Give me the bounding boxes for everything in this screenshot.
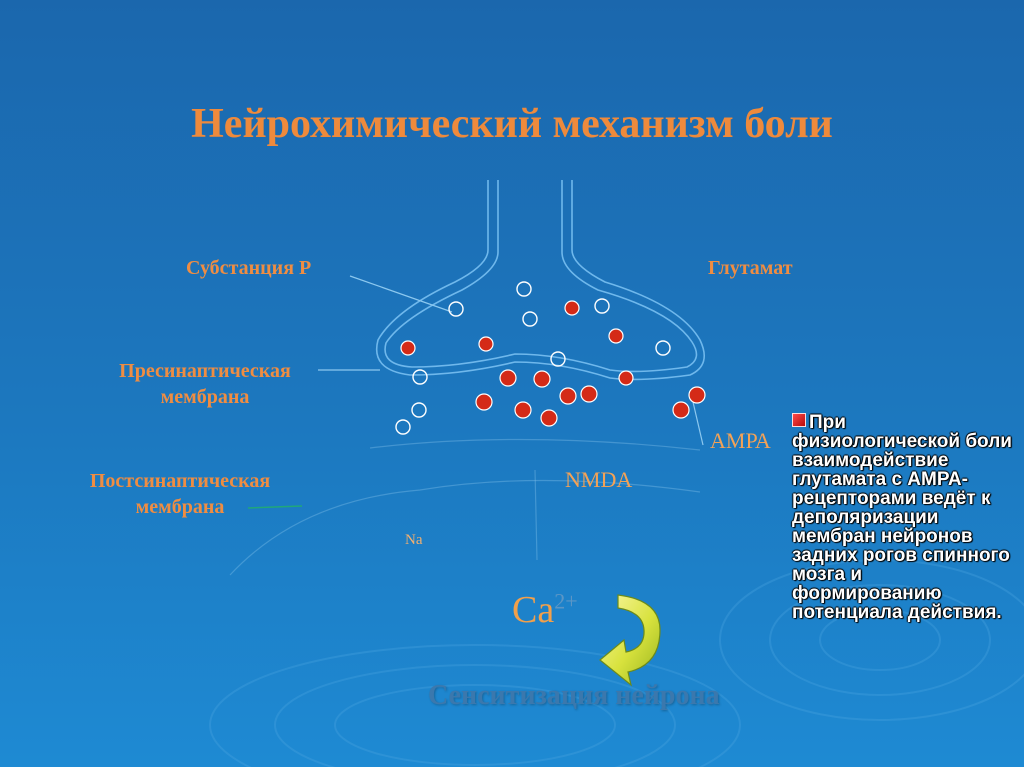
vesicle-open (449, 302, 463, 316)
ampa-label: АМРА (710, 428, 771, 453)
ampa-pointer (693, 402, 703, 445)
vesicle-red (560, 388, 576, 404)
vesicle-open (656, 341, 670, 355)
vesicle-red (500, 370, 516, 386)
presynaptic-membrane-label (90, 358, 320, 410)
calcium-label (512, 588, 578, 632)
vesicle-red (515, 402, 531, 418)
postsynaptic-label-line2: мембрана (135, 496, 225, 518)
postsynaptic-label-line1: Постсинаптическая (89, 470, 271, 492)
presynaptic-label-line1: Пресинаптическая (119, 360, 291, 382)
vesicle-open (595, 299, 609, 313)
substance-p-label: Субстанция Р (186, 257, 312, 279)
slide-title: Нейрохимический механизм боли (191, 101, 833, 147)
presynaptic-terminal-outer (377, 180, 705, 379)
bullet-square-icon (792, 413, 806, 427)
presynaptic-terminal-inner (385, 180, 696, 371)
vesicle-red (476, 394, 492, 410)
vesicle-red (565, 301, 579, 315)
explanation-text: При физиологической боли взаимодействие глутамата с АМРА-рецепторами ведёт к деполяризации мембран нейронов задних рогов спинного мозга и формированию потенциала действия. (792, 412, 1012, 623)
vesicle-red (581, 386, 597, 402)
vesicle-red (541, 410, 557, 426)
vesicle-open (523, 312, 537, 326)
vesicle-open (412, 403, 426, 417)
vesicle-open (396, 420, 410, 434)
vesicle-red (673, 402, 689, 418)
postsynaptic-membrane (370, 439, 700, 450)
calcium-symbol: Ca (512, 589, 555, 631)
vesicle-red (401, 341, 415, 355)
nmda-label: NMDA (565, 467, 633, 492)
substance-p-pointer (350, 276, 452, 312)
sensitization-label: Сенситизация нейрона (428, 680, 720, 711)
vesicle-red (534, 371, 550, 387)
presynaptic-label-line2: мембрана (160, 386, 250, 408)
explanation-note (792, 413, 1012, 622)
glutamate-label: Глутамат (708, 257, 793, 279)
vesicle-open (413, 370, 427, 384)
vesicle-red (479, 337, 493, 351)
vesicle-open (517, 282, 531, 296)
postsynaptic-membrane-lower (230, 480, 700, 575)
na-label: Na (405, 532, 423, 548)
curved-arrow-icon (600, 595, 660, 685)
vesicle-red (609, 329, 623, 343)
calcium-charge: 2+ (554, 588, 578, 614)
postsynaptic-membrane-label (60, 468, 300, 520)
vesicle-red (619, 371, 633, 385)
nmda-channel-line (535, 470, 537, 560)
vesicle-red (689, 387, 705, 403)
